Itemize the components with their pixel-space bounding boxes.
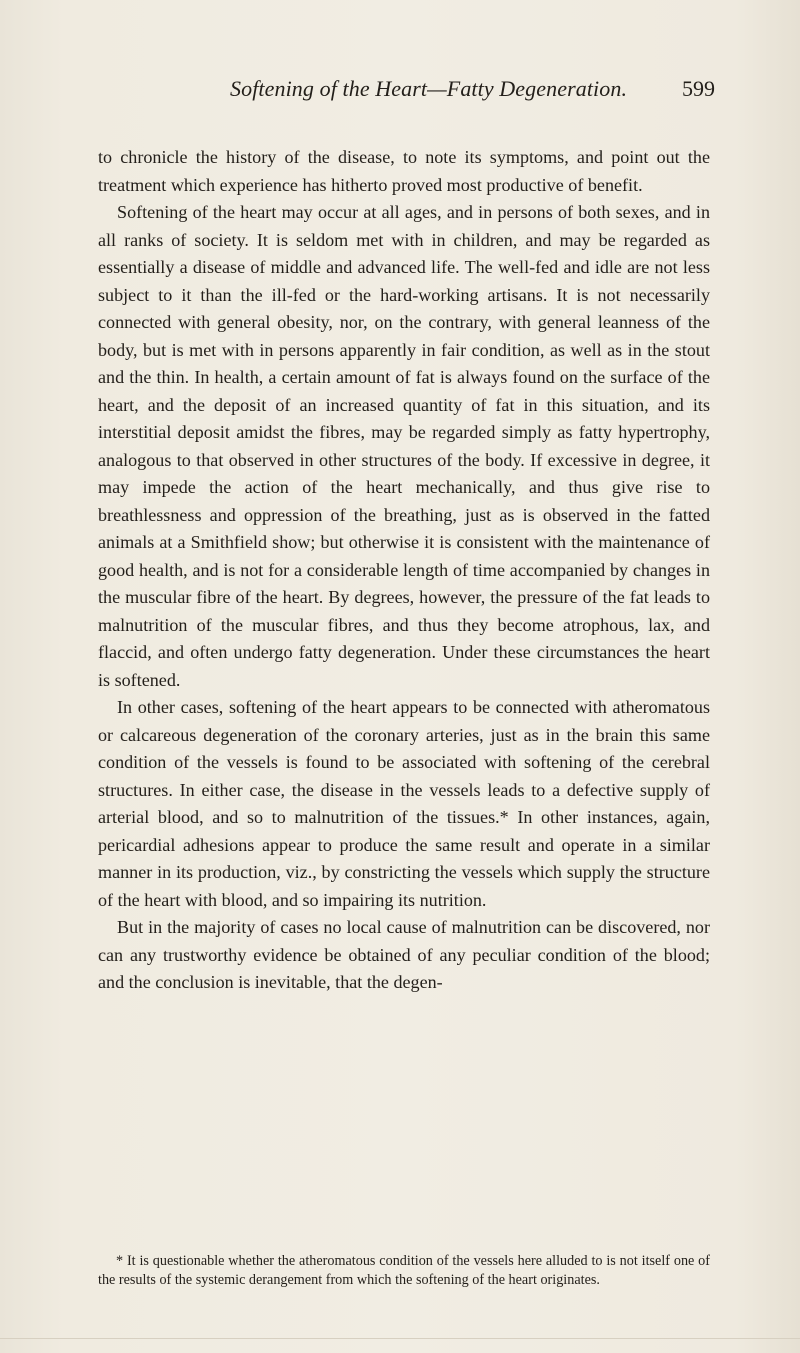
running-header xyxy=(0,76,800,110)
paragraph-majority-cases: But in the majority of cases no local cause of malnutrition can be discovered, nor can any trustworthy evidence be obtained of any peculiar condition of the blood; and the conclusion is inevitable, that the degen- xyxy=(98,917,710,992)
paragraph-other-cases: In other cases, softening of the heart appears to be connected with atheromatous or calcareous degeneration of the coronary arteries, just as in the brain this same condition of the vessels is found to be associated with softening of the cerebral structures. In either case, the disease in the vessels leads to a defective supply of arterial blood, and so to malnutrition of the tissues.* In other instances, again, pericardial adhesions appear to produce the same result and operate in a similar manner in its production, viz., by constricting the vessels which supply the structure of the heart with blood, and so impairing its nutrition. xyxy=(98,697,710,910)
paragraph-softening-occurrence: Softening of the heart may occur at all ages, and in persons of both sexes, and in all ranks of society. It is seldom met with in children, and may be regarded as essentially a disease of middle and advanced life. The well-fed and idle are not less subject to it than the ill-fed or the hard-working artisans. It is not necessarily connected with general obesity, nor, on the contrary, with general leanness of the body, but is met with in persons apparently in fair condition, as well as in the stout and the thin. In health, a certain amount of fat is always found on the surface of the heart, and the deposit of an increased quantity of fat in this situation, and its interstitial deposit amidst the fibres, may be regarded simply as fatty hypertrophy, analogous to that observed in other structures of the body. If excessive in degree, it may impede the action of the heart mechanically, and thus give rise to breathlessness and oppression of the breathing, just as is observed in the fatted animals at a Smithfield show; but otherwise it is consistent with the maintenance of good health, and is not for a considerable length of time accompanied by changes in the muscular fibre of the heart. By degrees, however, the pressure of the fat leads to malnutrition of the muscular fibres, and thus they become atrophous, lax, and flaccid, and often undergo fatty degeneration. Under these circumstances the heart is softened. xyxy=(98,202,710,690)
footnote xyxy=(98,1252,710,1289)
running-title: Softening of the Heart—Fatty Degeneration. xyxy=(230,76,628,101)
main-text xyxy=(98,144,710,997)
page-bottom-edge xyxy=(0,1338,800,1339)
paragraph-continuation: to chronicle the history of the disease, to note its symptoms, and point out the treatment which experience has hitherto proved most productive of benefit. xyxy=(98,147,710,195)
page-number: 599 xyxy=(682,76,715,101)
footnote-text: * It is questionable whether the atheromatous condition of the vessels here alluded to is not itself one of the results of the systemic derangement from which the softening of the heart originates. xyxy=(98,1253,710,1288)
